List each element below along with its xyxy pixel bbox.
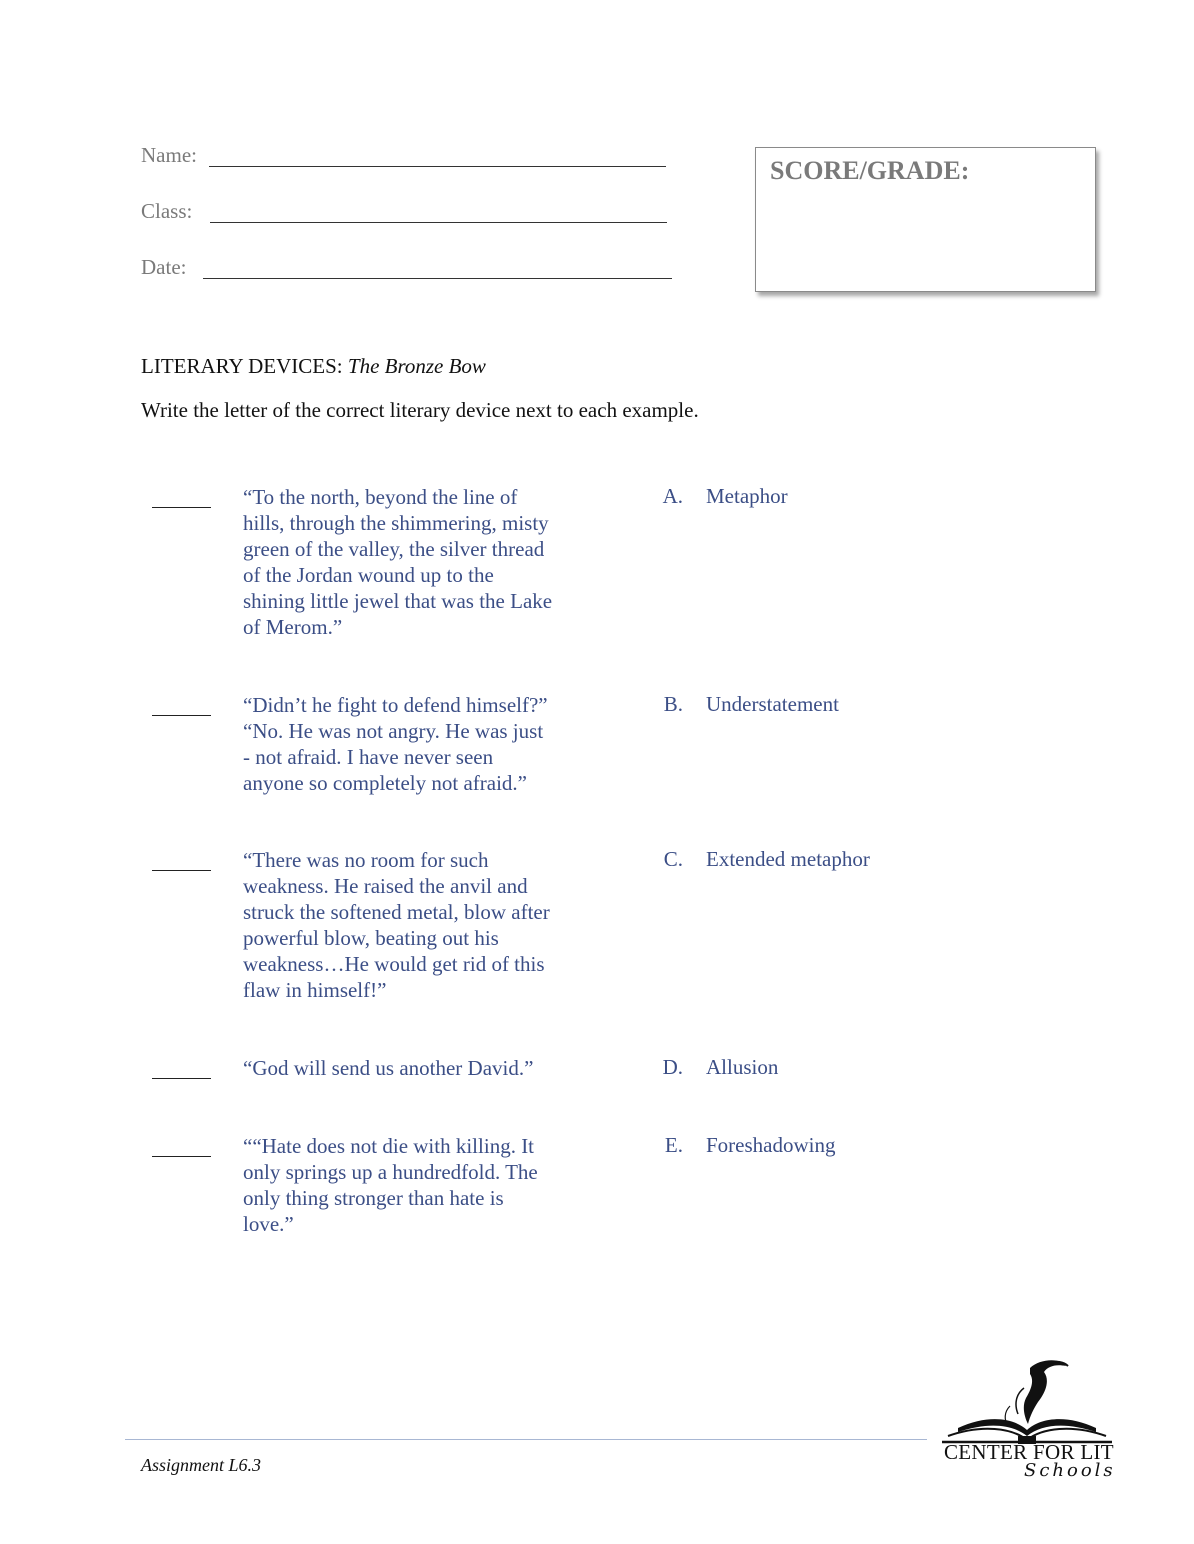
logo-title: CENTER FOR LIT [944,1440,1114,1464]
score-grade-label: SCORE/GRADE: [770,156,970,185]
example-quote: “God will send us another David.” [243,1056,534,1080]
example-quote: “To the north, beyond the line of hills, through the shimmering, misty green of the valley, the silver thread of the Jordan wound up to the shining little jewel that was the Lake of Merom.” [243,485,553,639]
choice-letter: B. [663,692,683,716]
score-grade-box[interactable] [755,147,1096,292]
class-field[interactable] [210,222,667,223]
answer-blank[interactable] [152,507,211,508]
choice-text: Foreshadowing [706,1133,836,1157]
book-title: The Bronze Bow [347,354,486,378]
date-label: Date: [141,255,187,279]
answer-blank[interactable] [152,715,211,716]
example-quote: “There was no room for such weakness. He raised the anvil and struck the softened metal, blow after powerful blow, beating out his weakness…He would get rid of this flaw in himself!” [243,848,550,1002]
choice-text: Allusion [706,1055,779,1079]
name-label: Name: [141,143,197,167]
date-field[interactable] [203,278,672,279]
name-field[interactable] [209,166,666,167]
example-quote: ““Hate does not die with killing. It only springs up a hundredfold. The only thing stronger than hate is love.” [243,1134,538,1236]
choice-text: Metaphor [706,484,788,508]
answer-blank[interactable] [152,1078,211,1079]
class-label: Class: [141,199,193,223]
answer-blank[interactable] [152,870,211,871]
choice-letter: A. [662,484,683,508]
choice-text: Extended metaphor [706,847,870,871]
choice-letter: C. [663,847,683,871]
assignment-label: Assignment L6.3 [141,1455,262,1475]
logo-subtitle: Schools [1024,1460,1116,1481]
choice-letter: E. [664,1133,683,1157]
choice-text: Understatement [706,692,839,716]
pelican-book-icon [938,1358,1116,1448]
heading-prefix: LITERARY DEVICES: [141,354,348,378]
instructions: Write the letter of the correct literary device next to each example. [141,398,699,422]
answer-blank[interactable] [152,1156,211,1157]
choice-letter: D. [662,1055,683,1079]
page-heading [141,354,486,379]
footer-divider [125,1439,927,1440]
example-quote: “Didn’t he fight to defend himself?” “No. He was not angry. He was just - not afraid. I have never seen anyone so completely not afraid.” [243,693,548,795]
center-for-lit-logo [938,1358,1116,1488]
